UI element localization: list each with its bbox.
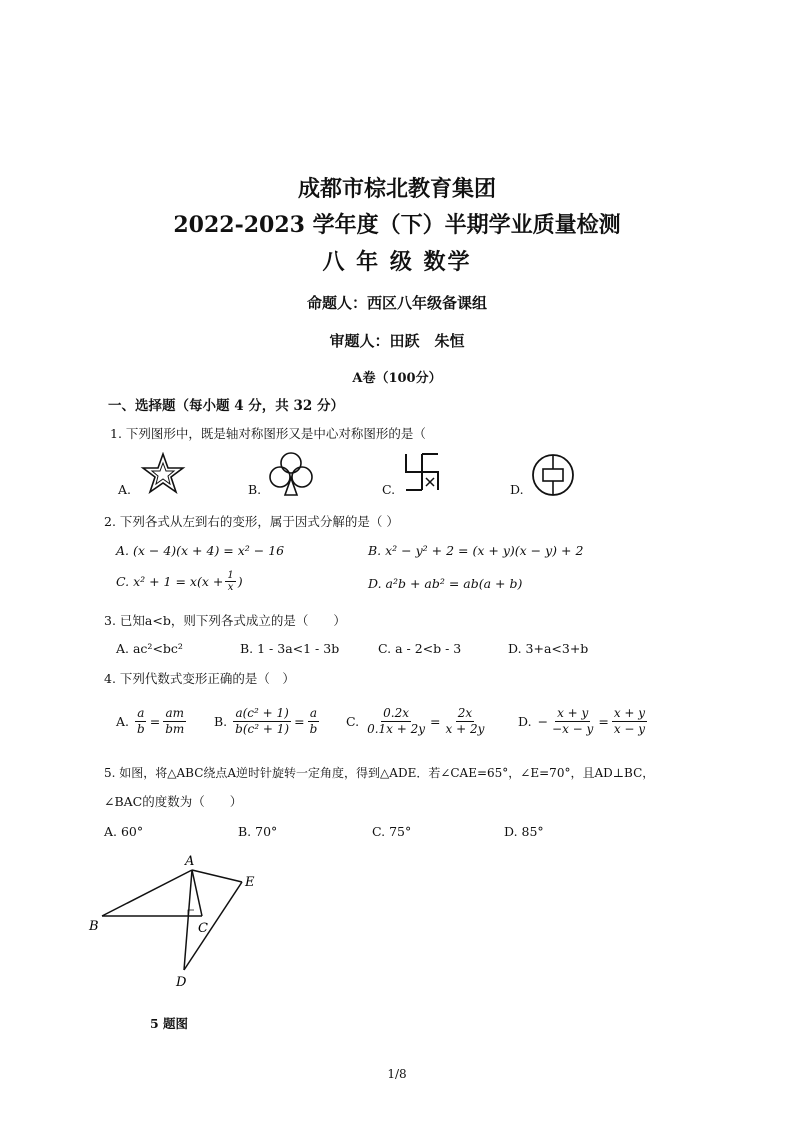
q4-a-right-num: am (165, 706, 184, 720)
q4-a-left-den: b (137, 722, 145, 736)
q5-option-b: B. 70° (238, 824, 278, 839)
section-title: 一、选择题（每小题 4 分，共 32 分） (108, 398, 344, 414)
q3-option-a: A. ac²<bc² (116, 641, 183, 656)
q2-option-c (116, 570, 243, 593)
q4-a-left-fraction (135, 706, 147, 737)
q4-d-left-fraction (550, 706, 595, 737)
q4-d-label: D. (518, 714, 532, 729)
q5-option-c: C. 75° (372, 824, 412, 839)
point-a-label: A (185, 854, 195, 869)
q4-c-label: C. (346, 714, 360, 729)
q4-c-right-fraction (444, 706, 487, 737)
q2-option-c-prefix: C. x² + 1 = x(x + (116, 574, 224, 589)
q4-c-right-den: x + 2y (445, 722, 485, 736)
q4-option-c (346, 706, 486, 737)
q2-c-numerator: 1 (227, 570, 234, 581)
q4-d-left-den: −x − y (552, 722, 594, 736)
point-d-label: D (176, 975, 187, 990)
q4-option-d (518, 706, 647, 737)
question-3-stem: 3. 已知a<b，则下列各式成立的是（ ） (104, 613, 346, 628)
question-5-stem-line2: ∠BAC的度数为（ ） (104, 794, 243, 809)
q4-a-right-fraction (163, 706, 186, 737)
q3-option-c: C. a - 2<b - 3 (378, 641, 462, 656)
q1-option-d-label: D. (510, 482, 524, 497)
exam-title: 2022-2023 学年度（下）半期学业质量检测 (173, 212, 621, 238)
q2-option-a: A. (x − 4)(x + 4) = x² − 16 (116, 543, 285, 558)
q2-option-c-fraction (225, 570, 235, 593)
question-4-stem: 4. 下列代数式变形正确的是（ ） (104, 671, 295, 686)
swastika-like-icon (400, 450, 444, 494)
q4-c-left-num: 0.2x (383, 706, 409, 720)
q1-option-b-label: B. (248, 482, 262, 497)
q5-option-a: A. 60° (104, 824, 144, 839)
q4-option-b (214, 706, 319, 737)
school-title: 成都市棕北教育集团 (297, 176, 496, 202)
reviewer-line: 审题人：田跃 朱恒 (329, 332, 465, 350)
q4-c-eq: = (430, 714, 441, 729)
volume-line: A卷（100分） (352, 371, 442, 386)
q4-d-sign: − (537, 714, 549, 729)
q4-b-left-num: a(c² + 1) (235, 706, 289, 720)
club-icon (268, 450, 314, 498)
star-icon (140, 452, 186, 494)
q4-c-right-num: 2x (457, 706, 473, 720)
q4-option-a (116, 706, 186, 737)
point-e-label: E (245, 875, 255, 890)
q4-b-right-num: a (309, 706, 317, 720)
q4-b-label: B. (214, 714, 228, 729)
q4-a-right-den: bm (165, 722, 185, 736)
circle-rect-icon (530, 452, 576, 498)
q4-b-left-den: b(c² + 1) (235, 722, 290, 736)
author-line: 命题人：西区八年级备课组 (306, 294, 487, 312)
q4-a-label: A. (116, 714, 130, 729)
q5-option-d: D. 85° (504, 824, 544, 839)
q5-figure (84, 852, 264, 996)
q4-d-right-den: x − y (613, 722, 646, 736)
question-5-stem-line1: 5. 如图，将△ABC绕点A逆时针旋转一定角度，得到△ADE．若∠CAE=65°，∠E=70°，且AD⊥BC， (104, 766, 655, 780)
q3-option-b: B. 1 - 3a<1 - 3b (240, 641, 340, 656)
question-2-stem: 2. 下列各式从左到右的变形，属于因式分解的是（ ） (104, 514, 399, 529)
q2-c-denominator: x (227, 582, 234, 593)
q4-a-left-num: a (137, 706, 145, 720)
q4-d-eq: = (598, 714, 609, 729)
q2-option-c-suffix: ) (237, 574, 243, 589)
q1-option-a-label: A. (118, 482, 132, 497)
q4-d-left-num: x + y (557, 706, 589, 720)
question-1-stem: 1. 下列图形中，既是轴对称图形又是中心对称图形的是（ (110, 426, 426, 441)
q2-option-d: D. a²b + ab² = ab(a + b) (368, 576, 523, 591)
q4-b-left-fraction (233, 706, 291, 737)
q3-option-d: D. 3+a<3+b (508, 641, 589, 656)
q4-b-right-fraction (308, 706, 320, 737)
q4-c-left-den: 0.1x + 2y (367, 722, 426, 736)
q4-d-right-fraction (612, 706, 647, 737)
q1-option-c-label: C. (382, 482, 396, 497)
page-number: 1/8 (387, 1067, 407, 1081)
subject-title: 八 年 级 数学 (322, 249, 472, 275)
point-b-label: B (89, 919, 99, 934)
q4-b-right-den: b (309, 722, 318, 736)
q4-a-eq: = (149, 714, 161, 729)
point-c-label: C (198, 921, 208, 936)
q4-b-eq: = (294, 714, 305, 729)
q2-option-b: B. x² − y² + 2 = (x + y)(x − y) + 2 (368, 543, 584, 558)
q5-figure-caption: 5 题图 (150, 1016, 189, 1031)
q4-d-right-num: x + y (613, 706, 646, 720)
q4-c-left-fraction (365, 706, 427, 737)
